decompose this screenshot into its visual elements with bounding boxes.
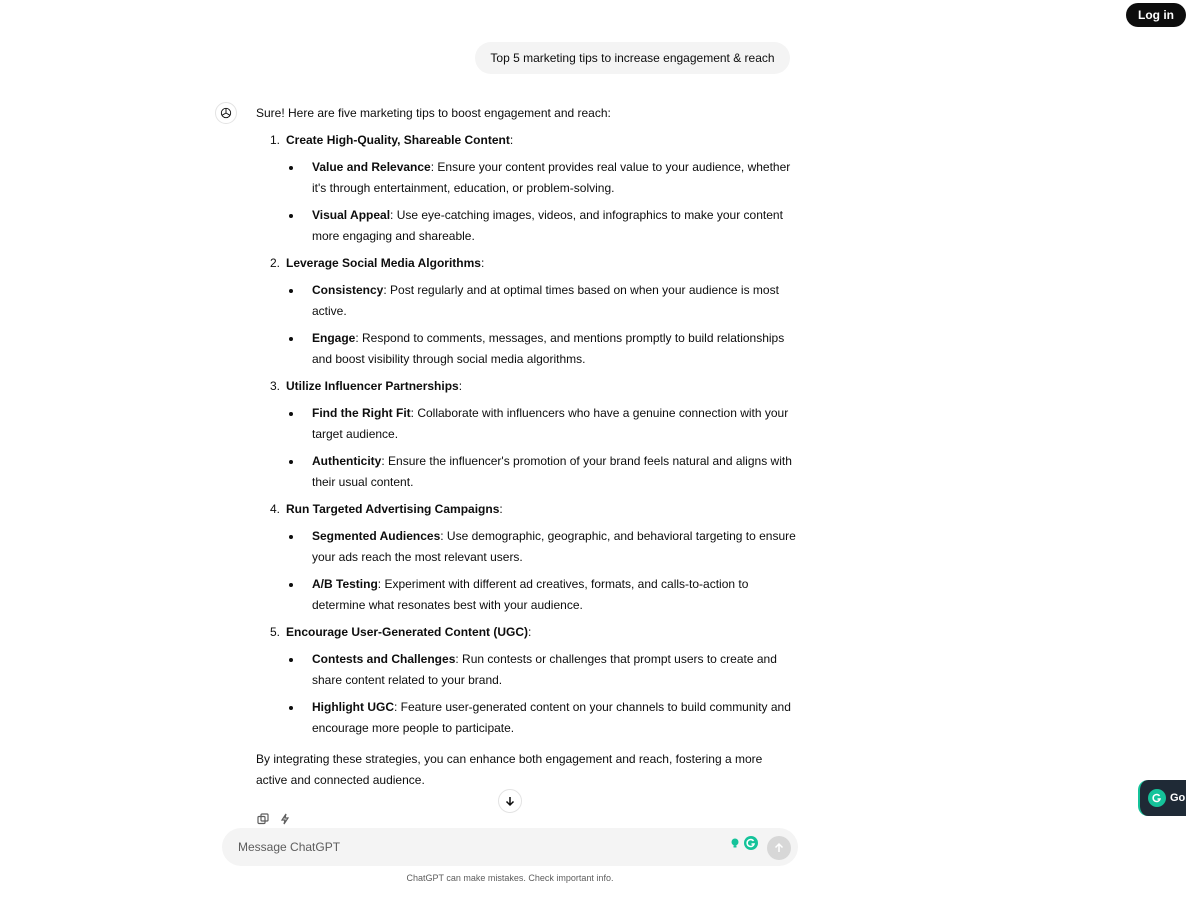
tip-title: Run Targeted Advertising Campaigns — [286, 502, 500, 516]
tip-heading — [264, 130, 796, 151]
tip-title: Create High-Quality, Shareable Content — [286, 133, 510, 147]
tip-bullets — [304, 157, 796, 247]
bullet-label: Contests and Challenges — [312, 652, 456, 666]
tip-title: Encourage User-Generated Content (UGC) — [286, 625, 529, 639]
tip-heading — [264, 622, 796, 643]
tip-number: 2. — [269, 256, 280, 270]
scroll-down-button[interactable] — [498, 789, 522, 813]
tip-item — [264, 253, 796, 370]
grammarly-label: Go — [1170, 792, 1186, 804]
list-item — [304, 205, 800, 247]
bullet-label: Authenticity — [312, 454, 382, 468]
send-button[interactable] — [767, 836, 791, 860]
extension-icons — [728, 836, 758, 850]
bullet-label: Find the Right Fit — [312, 406, 411, 420]
grammarly-icon — [1148, 789, 1166, 807]
bullet-text: : Ensure your content provides real value to your audience, whether it's through entertainment, education, or problem-solving. — [312, 160, 791, 195]
user-message-text: Top 5 marketing tips to increase engagement & reach — [490, 51, 775, 65]
message-input[interactable] — [238, 840, 798, 854]
login-button[interactable]: Log in — [1126, 3, 1186, 27]
bullet-text: : Use demographic, geographic, and behavioral targeting to ensure your ads reach the most relevant users. — [312, 529, 796, 564]
list-item — [304, 403, 800, 445]
list-item — [304, 649, 800, 691]
tip-title-wrap: Run Targeted Advertising Campaigns: — [286, 502, 503, 516]
tip-title-wrap: Create High-Quality, Shareable Content: — [286, 133, 514, 147]
bullet-text: : Run contests or challenges that prompt users to create and share content related to your brand. — [312, 652, 777, 687]
list-item — [304, 157, 800, 199]
tip-item — [264, 499, 796, 616]
tip-item — [264, 376, 796, 493]
assistant-message — [256, 103, 796, 791]
list-item — [304, 526, 800, 568]
tip-bullets — [304, 526, 796, 616]
grammarly-widget[interactable] — [1138, 780, 1186, 816]
tip-title: Leverage Social Media Algorithms — [286, 256, 481, 270]
tip-item — [264, 130, 796, 247]
bullet-label: Visual Appeal — [312, 208, 391, 222]
bullet-text: : Ensure the influencer's promotion of your brand feels natural and aligns with their usual content. — [312, 454, 792, 489]
bullet-text: : Post regularly and at optimal times based on when your audience is most active. — [312, 283, 779, 318]
bullet-label: A/B Testing — [312, 577, 378, 591]
bullet-text: : Respond to comments, messages, and mentions promptly to build relationships and boost visibility through social media algorithms. — [312, 331, 785, 366]
tip-title-wrap: Utilize Influencer Partnerships: — [286, 379, 463, 393]
list-item — [304, 574, 800, 616]
disclaimer-text: ChatGPT can make mistakes. Check important info. — [406, 873, 614, 883]
arrow-down-icon — [504, 795, 516, 807]
assistant-outro: By integrating these strategies, you can enhance both engagement and reach, fostering a more active and connected audience. — [256, 752, 763, 787]
copy-icon[interactable] — [256, 812, 270, 826]
bullet-label: Consistency — [312, 283, 384, 297]
bullet-label: Engage — [312, 331, 356, 345]
tip-heading — [264, 253, 796, 274]
send-arrow-icon — [773, 842, 785, 854]
bullet-text: : Use eye-catching images, videos, and infographics to make your content more engaging and shareable. — [312, 208, 783, 243]
bullet-label: Value and Relevance — [312, 160, 431, 174]
assistant-intro: Sure! Here are five marketing tips to boost engagement and reach: — [256, 106, 611, 120]
bullet-text: : Experiment with different ad creatives, formats, and calls-to-action to determine what resonates best with your audience. — [312, 577, 749, 612]
tip-title-wrap: Encourage User-Generated Content (UGC): — [286, 625, 532, 639]
bullet-text: : Feature user-generated content on your channels to build community and encourage more people to participate. — [312, 700, 791, 735]
tip-number: 4. — [269, 502, 280, 516]
tip-number: 1. — [269, 133, 280, 147]
list-item — [304, 697, 800, 739]
regenerate-icon[interactable] — [278, 812, 292, 826]
grammarly-icon[interactable] — [744, 836, 758, 850]
list-item — [304, 280, 800, 322]
tip-heading — [264, 499, 796, 520]
list-item — [304, 451, 800, 493]
message-actions — [256, 812, 292, 826]
message-composer — [222, 828, 798, 866]
lightbulb-icon[interactable] — [728, 836, 742, 850]
tip-item — [264, 622, 796, 739]
tips-list — [256, 130, 796, 739]
tip-heading — [264, 376, 796, 397]
tip-bullets — [304, 403, 796, 493]
bullet-label: Highlight UGC — [312, 700, 394, 714]
user-message-bubble — [475, 42, 790, 74]
tip-title-wrap: Leverage Social Media Algorithms: — [286, 256, 485, 270]
openai-logo-icon — [215, 102, 237, 124]
tip-number: 3. — [269, 379, 280, 393]
list-item — [304, 328, 800, 370]
bullet-label: Segmented Audiences — [312, 529, 441, 543]
bullet-text: : Collaborate with influencers who have a genuine connection with your target audience. — [312, 406, 789, 441]
tip-bullets — [304, 649, 796, 739]
tip-number: 5. — [269, 625, 280, 639]
tip-title: Utilize Influencer Partnerships — [286, 379, 459, 393]
tip-bullets — [304, 280, 796, 370]
